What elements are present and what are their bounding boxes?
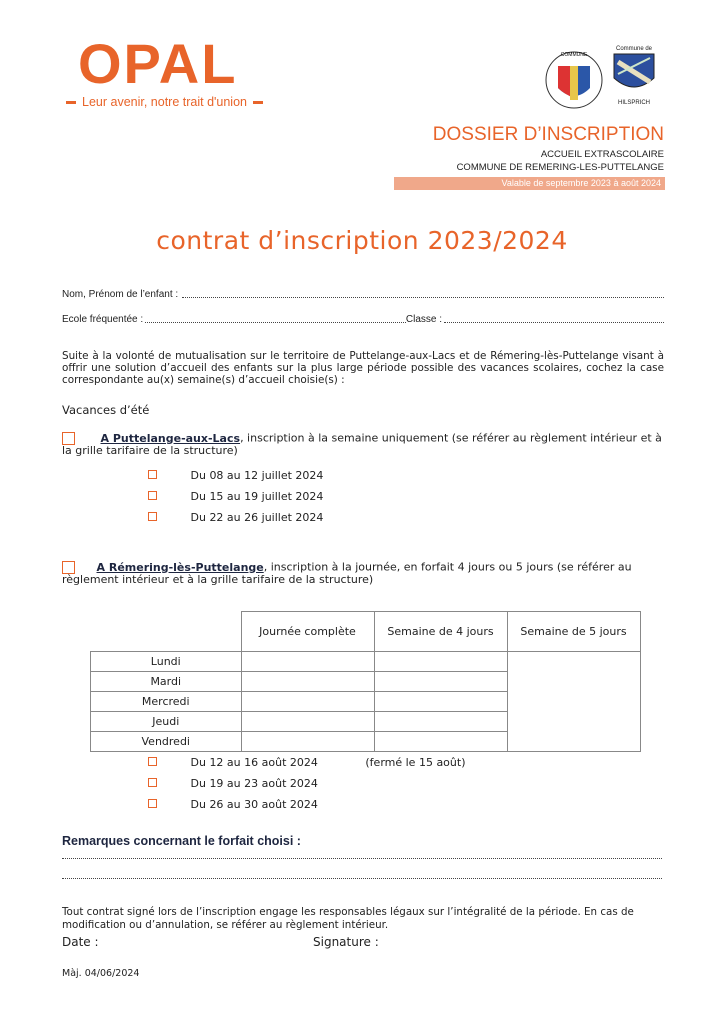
cell-4-jours[interactable] bbox=[374, 652, 507, 672]
option-b-text: , inscription à la journée, en forfait 4 jours ou 5 jours (se référer au règlement intérieur et à la grille tarifaire de la structure) bbox=[62, 560, 632, 586]
option-b-week-2[interactable]: Du 19 au 23 août 2024 bbox=[148, 778, 318, 790]
cell-journee[interactable] bbox=[241, 732, 374, 752]
opal-logo: OPAL bbox=[78, 32, 238, 95]
cell-journee[interactable] bbox=[241, 672, 374, 692]
option-a-text: , inscription à la semaine uniquement (se référer au règlement intérieur et à la grille tarifaire de la structure) bbox=[62, 431, 662, 457]
option-a-place: A Puttelange-aux-Lacs bbox=[100, 431, 241, 445]
attendance-table bbox=[90, 611, 641, 752]
option-a-week-3[interactable]: Du 22 au 26 juillet 2024 bbox=[148, 512, 323, 524]
child-name-field[interactable] bbox=[62, 289, 664, 300]
update-date: Màj. 04/06/2024 bbox=[62, 968, 140, 979]
cell-journee[interactable] bbox=[241, 692, 374, 712]
intro-paragraph: Suite à la volonté de mutualisation sur le territoire de Puttelange-aux-Lacs et de Rémering-lès-Puttelange visant à offrir une solution d’accueil des enfants sur la plus large période possible des vacances scolaires, cochez la case correspondante au(x) semaine(s) d’accueil choisie(s) : bbox=[62, 350, 664, 386]
svg-text:COMMUNE: COMMUNE bbox=[560, 52, 588, 58]
signature-label: Signature : bbox=[313, 935, 379, 949]
week-checkbox[interactable] bbox=[148, 491, 157, 500]
class-label: Classe : bbox=[405, 314, 442, 325]
school-line[interactable] bbox=[145, 314, 406, 323]
cell-4-jours[interactable] bbox=[374, 732, 507, 752]
school-class-field[interactable] bbox=[62, 314, 664, 325]
day-lundi: Lundi bbox=[91, 652, 242, 672]
week-checkbox[interactable] bbox=[148, 778, 157, 787]
cell-5-jours[interactable] bbox=[507, 652, 640, 752]
remarks-line-2[interactable] bbox=[62, 878, 662, 879]
closed-note: (fermé le 15 août) bbox=[365, 756, 466, 769]
cell-journee[interactable] bbox=[241, 652, 374, 672]
class-line[interactable] bbox=[444, 314, 664, 323]
option-b-place: A Rémering-lès-Puttelange bbox=[96, 560, 264, 574]
cell-journee[interactable] bbox=[241, 712, 374, 732]
remering-crest-logo bbox=[544, 48, 604, 116]
header-4-jours: Semaine de 4 jours bbox=[374, 612, 507, 652]
cell-4-jours[interactable] bbox=[374, 712, 507, 732]
week-checkbox[interactable] bbox=[148, 799, 157, 808]
header-5-jours: Semaine de 5 jours bbox=[507, 612, 640, 652]
day-mercredi: Mercredi bbox=[91, 692, 242, 712]
hilsprich-crest-logo: Commune de HILSPRICH bbox=[615, 46, 653, 106]
option-a-week-1[interactable]: Du 08 au 12 juillet 2024 bbox=[148, 470, 323, 482]
dossier-line1: ACCUEIL EXTRASCOLAIRE bbox=[540, 149, 664, 160]
day-vendredi: Vendredi bbox=[91, 732, 242, 752]
week-checkbox[interactable] bbox=[148, 512, 157, 521]
dossier-line2: COMMUNE DE REMERING-LES-PUTTELANGE bbox=[456, 162, 664, 173]
logo-tagline: Leur avenir, notre trait d'union bbox=[60, 95, 269, 109]
option-b-week-3[interactable]: Du 26 au 30 août 2024 bbox=[148, 799, 318, 811]
option-b-week-1[interactable]: Du 12 au 16 août 2024 (fermé le 15 août) bbox=[148, 757, 466, 769]
option-a-week-2[interactable]: Du 15 au 19 juillet 2024 bbox=[148, 491, 323, 503]
cell-4-jours[interactable] bbox=[374, 692, 507, 712]
dossier-title: DOSSIER D’INSCRIPTION bbox=[432, 124, 664, 145]
day-jeudi: Jeudi bbox=[91, 712, 242, 732]
remarks-line-1[interactable] bbox=[62, 858, 662, 859]
child-name-line[interactable] bbox=[182, 289, 664, 298]
week-checkbox[interactable] bbox=[148, 757, 157, 766]
day-mardi: Mardi bbox=[91, 672, 242, 692]
contract-title: contrat d’inscription 2023/2024 bbox=[156, 226, 568, 255]
header-journee: Journée complète bbox=[241, 612, 374, 652]
date-label: Date : bbox=[62, 935, 99, 949]
footer-note: Tout contrat signé lors de l’inscription engage les responsables légaux sur l’intégralité de la période. En cas de modification ou d’annulation, se référer au règlement intérieur. bbox=[62, 906, 634, 931]
option-b bbox=[62, 561, 668, 586]
child-name-label: Nom, Prénom de l’enfant : bbox=[62, 289, 179, 300]
summer-heading: Vacances d’été bbox=[62, 403, 150, 417]
validity-bar: Valable de septembre 2023 à août 2024 bbox=[394, 177, 665, 190]
option-a bbox=[62, 432, 668, 457]
remarks-heading: Remarques concernant le forfait choisi : bbox=[62, 834, 301, 848]
week-checkbox[interactable] bbox=[148, 470, 157, 479]
school-label: Ecole fréquentée : bbox=[62, 314, 144, 325]
cell-4-jours[interactable] bbox=[374, 672, 507, 692]
